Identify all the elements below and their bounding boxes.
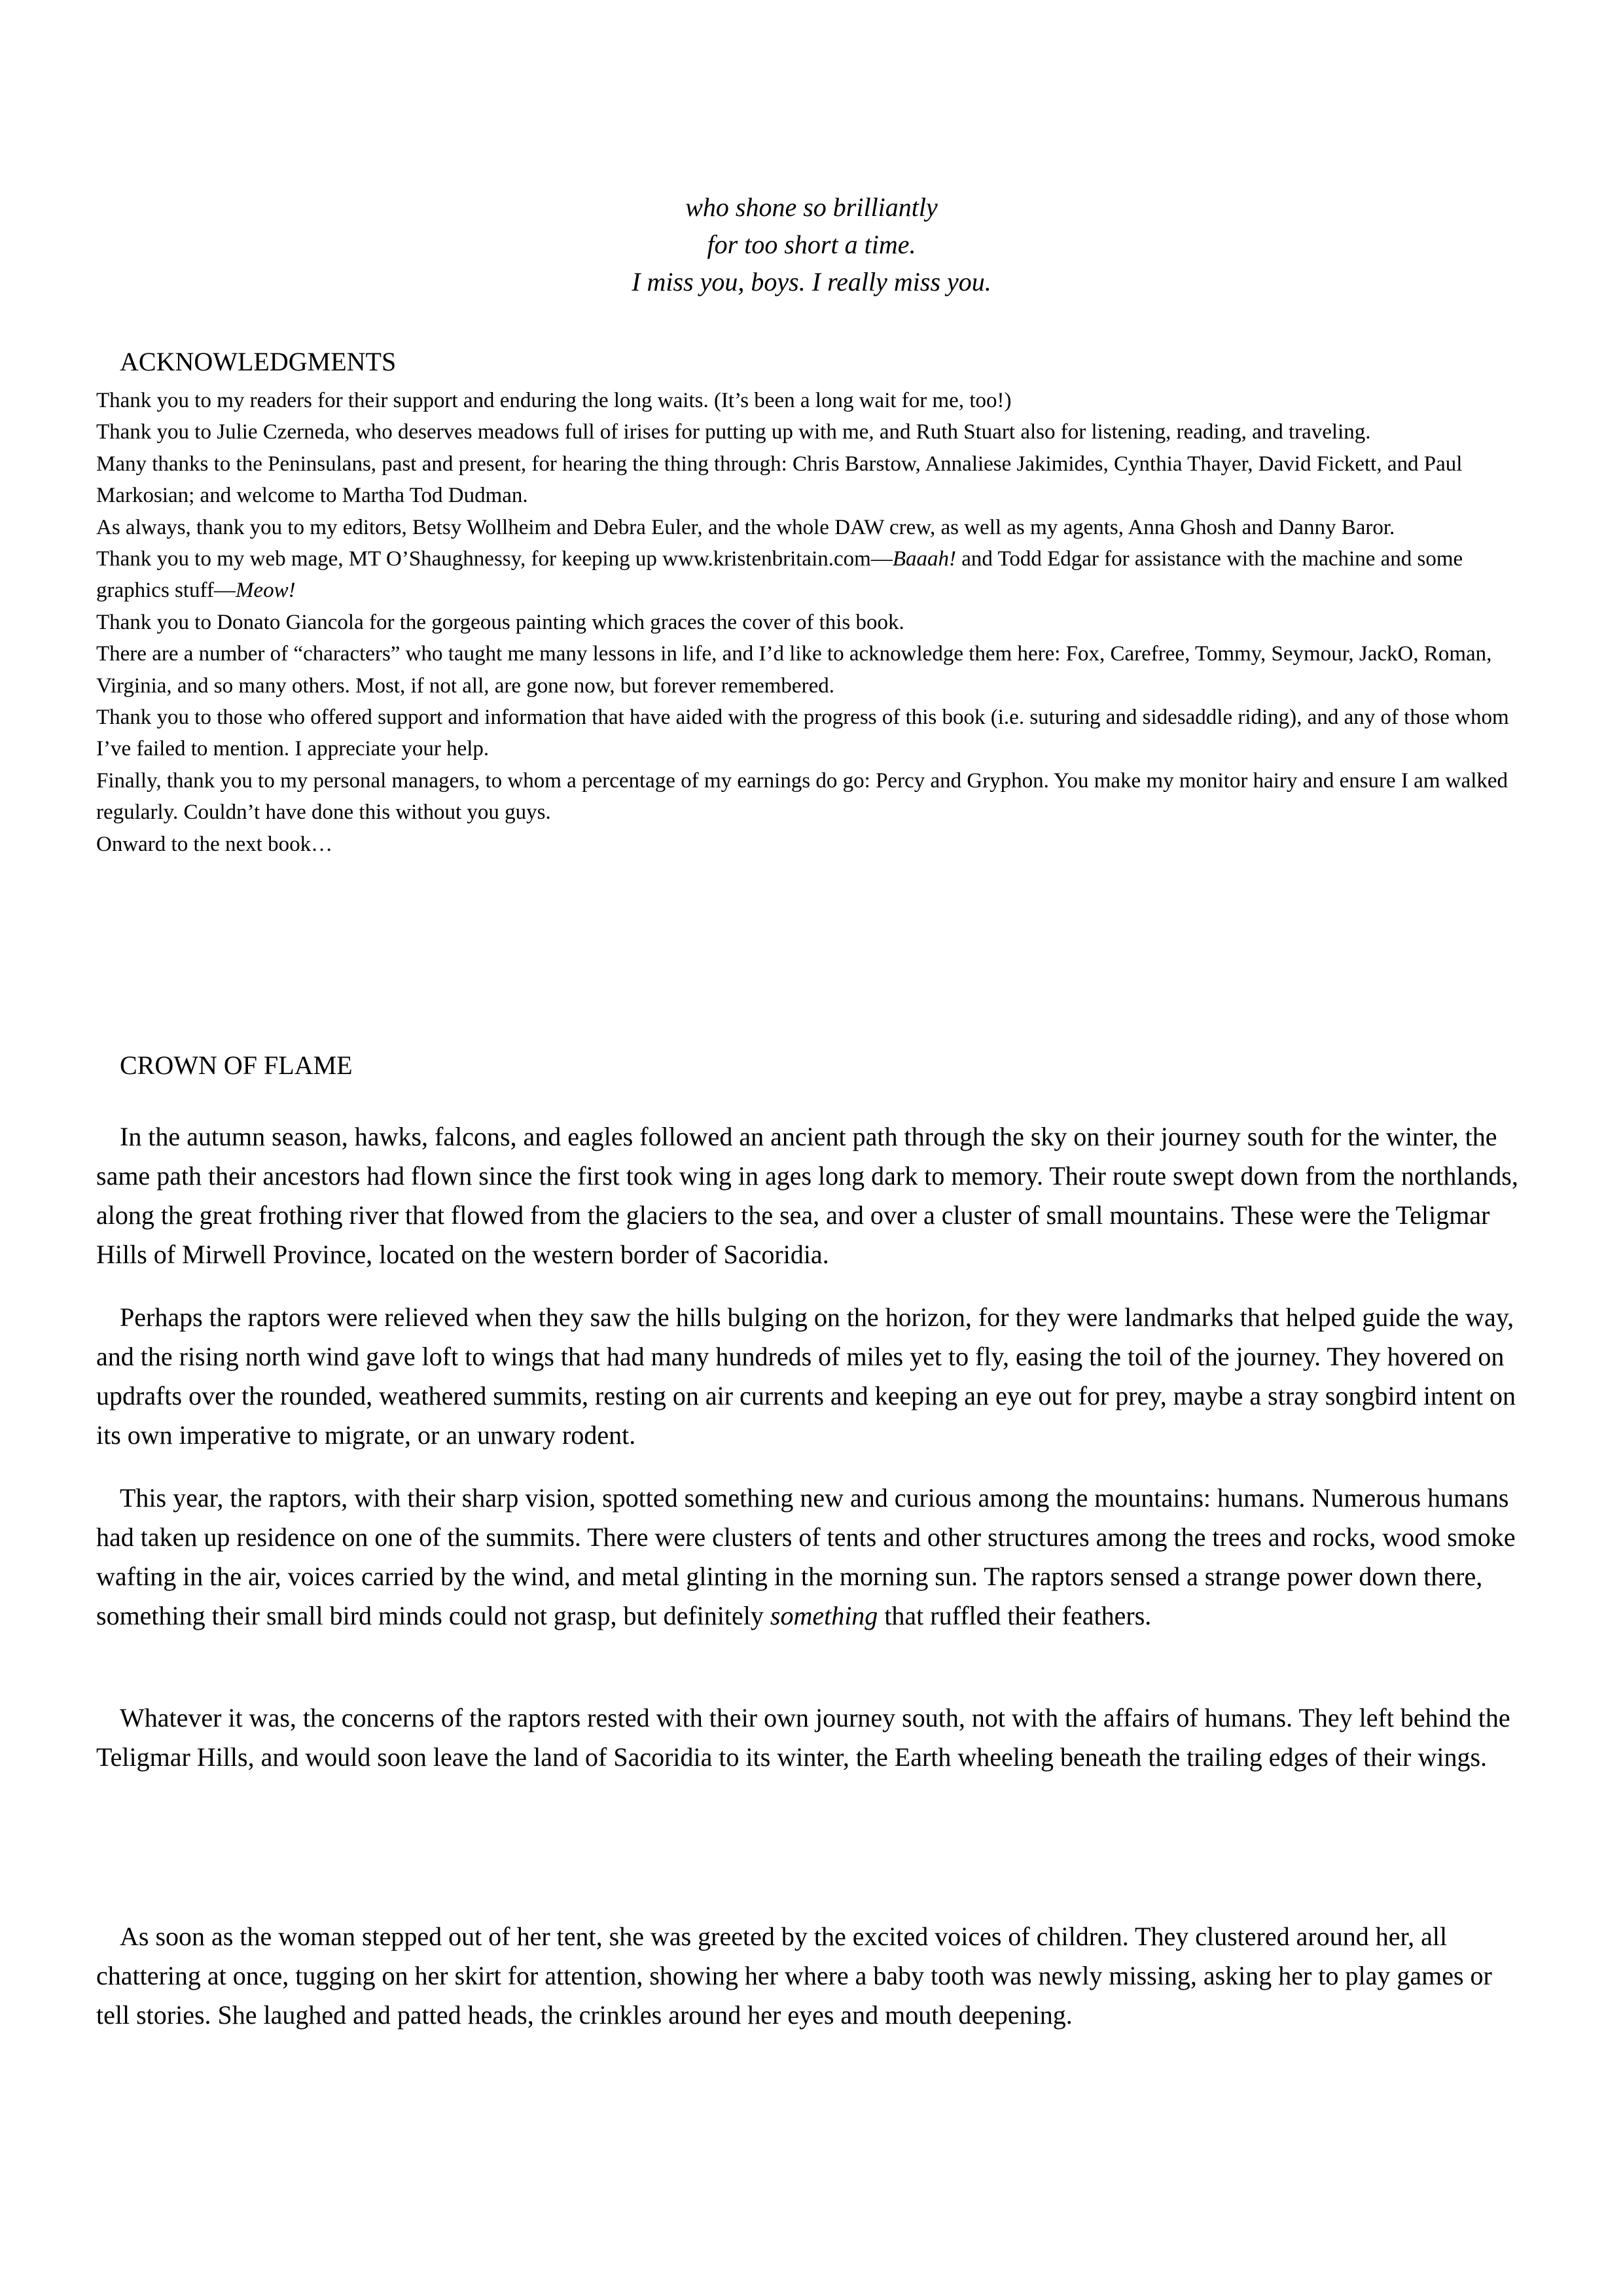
chapter-paragraph-2 <box>96 1298 1529 1455</box>
chapter-paragraph-4 <box>96 1698 1529 1777</box>
chapter-emphasis: something <box>770 1601 878 1630</box>
acknowledgment-paragraph <box>96 543 1536 607</box>
acknowledgment-emphasis: Baaah! <box>892 547 956 571</box>
chapter-paragraph: In the autumn season, hawks, falcons, and eagles followed an ancient path through the sky on their journey south for the winter, the same path their ancestors had flown since the first took wing in ages long dark to memory. Their route swept down from the northlands, along the great frothing river that flowed from the glaciers to the sea, and over a cluster of small mountains. These were the Teligmar Hills of Mirwell Province, located on the western border of Sacoridia. <box>96 1122 1518 1269</box>
dedication <box>0 188 1623 300</box>
acknowledgment-paragraph: Finally, thank you to my personal managers, to whom a percentage of my earnings do go: Percy and Gryphon. You make my monitor hairy and ensure I am walked regularly. Couldn’t have done this without you guys. <box>96 768 1508 825</box>
acknowledgment-text: and Todd Edgar for assistance with the machine and some graphics stuff— <box>96 547 1463 603</box>
acknowledgment-paragraph: As always, thank you to my editors, Betsy Wollheim and Debra Euler, and the whole DAW crew, as well as my agents, Anna Ghosh and Danny Baror. <box>96 515 1395 539</box>
chapter-paragraph-3 <box>96 1479 1529 1636</box>
acknowledgment-emphasis: Meow! <box>235 579 296 603</box>
acknowledgment-paragraph: Thank you to Julie Czerneda, who deserves meadows full of irises for putting up with me, and Ruth Stuart also for listening, reading, and traveling. <box>96 420 1371 444</box>
chapter-title: CROWN OF FLAME <box>120 1050 353 1080</box>
chapter-paragraph <box>96 1479 1529 1636</box>
chapter-paragraph-1 <box>96 1117 1529 1274</box>
acknowledgment-paragraph: There are a number of “characters” who taught me many lessons in life, and I’d like to acknowledge them here: Fox, Carefree, Tommy, Seymour, JackO, Roman, Virginia, and so many others. Most, if not all, are gone now, but forever remembered. <box>96 642 1492 698</box>
acknowledgment-paragraph: Onward to the next book… <box>96 832 333 856</box>
chapter-paragraph-5 <box>96 1917 1529 2035</box>
dedication-line: I miss you, boys. I really miss you. <box>632 267 991 296</box>
chapter-text: This year, the raptors, with their sharp vision, spotted something new and curious among the mountains: humans. Numerous humans had taken up residence on one of the summits. There were clusters of tents and other structures among the trees and rocks, wood smoke wafting in the air, voices carried by the wind, and metal glinting in the morning sun. The raptors sensed a strange power down there, something their small bird minds could not grasp, but definitely <box>96 1483 1516 1630</box>
acknowledgment-paragraph: Thank you to Donato Giancola for the gorgeous painting which graces the cover of this book. <box>96 610 904 634</box>
chapter-paragraph: As soon as the woman stepped out of her tent, she was greeted by the excited voices of children. They clustered around her, all chattering at once, tugging on her skirt for attention, showing her where a baby tooth was newly missing, asking her to play games or tell stories. She laughed and patted heads, the crinkles around her eyes and mouth deepening. <box>96 1922 1492 2030</box>
acknowledgment-paragraph: Many thanks to the Peninsulans, past and present, for hearing the thing through: Chris Barstow, Annaliese Jakimides, Cynthia Thayer, David Fickett, and Paul Markosian; and welcome to Martha Tod Dudman. <box>96 452 1463 508</box>
acknowledgment-text: Thank you to my web mage, MT O’Shaughnessy, for keeping up www.kristenbritain.com— <box>96 547 893 571</box>
chapter-text: that ruffled their feathers. <box>878 1601 1152 1630</box>
chapter-paragraph: Perhaps the raptors were relieved when they saw the hills bulging on the horizon, for they were landmarks that helped guide the way, and the rising north wind gave loft to wings that had many hundreds of miles yet to fly, easing the toil of the journey. They hovered on updrafts over the rounded, weathered summits, resting on air currents and keeping an eye out for prey, maybe a stray songbird intent on its own imperative to migrate, or an unwary rodent. <box>96 1302 1516 1450</box>
acknowledgments-heading: ACKNOWLEDGMENTS <box>120 347 397 376</box>
acknowledgments-body <box>96 385 1536 860</box>
acknowledgment-paragraph: Thank you to those who offered support and information that have aided with the progress of this book (i.e. suturing and sidesaddle riding), and any of those whom I’ve failed to mention. I appreciate your help. <box>96 706 1509 761</box>
dedication-line: for too short a time. <box>707 230 916 259</box>
acknowledgment-paragraph: Thank you to my readers for their support and enduring the long waits. (It’s been a long wait for me, too!) <box>96 389 1012 412</box>
chapter-paragraph: Whatever it was, the concerns of the raptors rested with their own journey south, not with the affairs of humans. They left behind the Teligmar Hills, and would soon leave the land of Sacoridia to its winter, the Earth wheeling beneath the trailing edges of their wings. <box>96 1703 1510 1772</box>
dedication-line: who shone so brilliantly <box>685 192 938 222</box>
